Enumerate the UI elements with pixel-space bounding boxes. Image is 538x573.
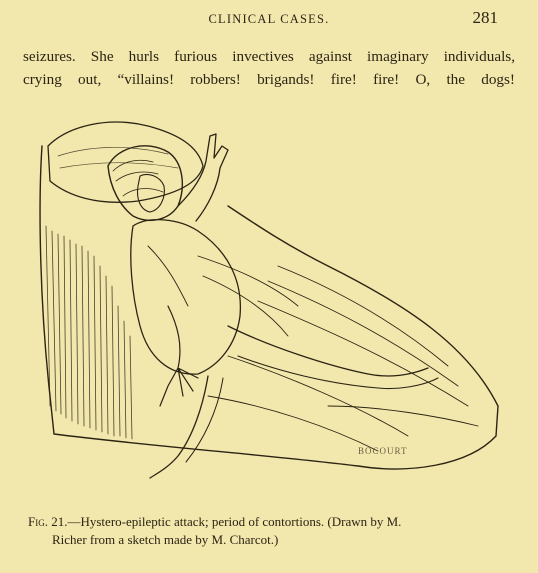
body-text <box>23 45 515 91</box>
face <box>138 174 165 212</box>
bent-leg-lower <box>238 356 438 389</box>
page-header <box>0 8 538 32</box>
sheet-folds <box>208 266 478 451</box>
body-line-1: seizures. She hurls furious invectives against imaginary individuals, <box>23 48 515 65</box>
page-number: 281 <box>472 8 498 27</box>
hair <box>108 146 182 220</box>
figure-illustration <box>28 106 510 488</box>
body-line-2: crying out, “villains! robbers! brigands! fire! fire! O, the dogs! <box>23 71 515 88</box>
figure-caption <box>28 513 514 549</box>
lower-arm <box>160 306 198 406</box>
artist-signature: BOCOURT <box>358 446 408 456</box>
bed-outline <box>40 146 498 469</box>
figure-label: Fig. 21. <box>28 514 68 529</box>
bed-hatching <box>46 226 132 439</box>
running-head: CLINICAL CASES. <box>208 12 330 26</box>
drapery <box>148 246 298 336</box>
torso <box>131 220 241 374</box>
bent-leg <box>228 326 428 376</box>
dangling-leg <box>150 376 208 478</box>
pillow <box>48 122 203 202</box>
engraving-woman-on-bed <box>28 106 510 488</box>
caption-line-1: —Hystero-epileptic attack; period of contortions. (Drawn by M. <box>67 514 402 529</box>
raised-arm <box>178 134 228 221</box>
caption-line-2: Richer from a sketch made by M. Charcot.) <box>52 532 279 547</box>
